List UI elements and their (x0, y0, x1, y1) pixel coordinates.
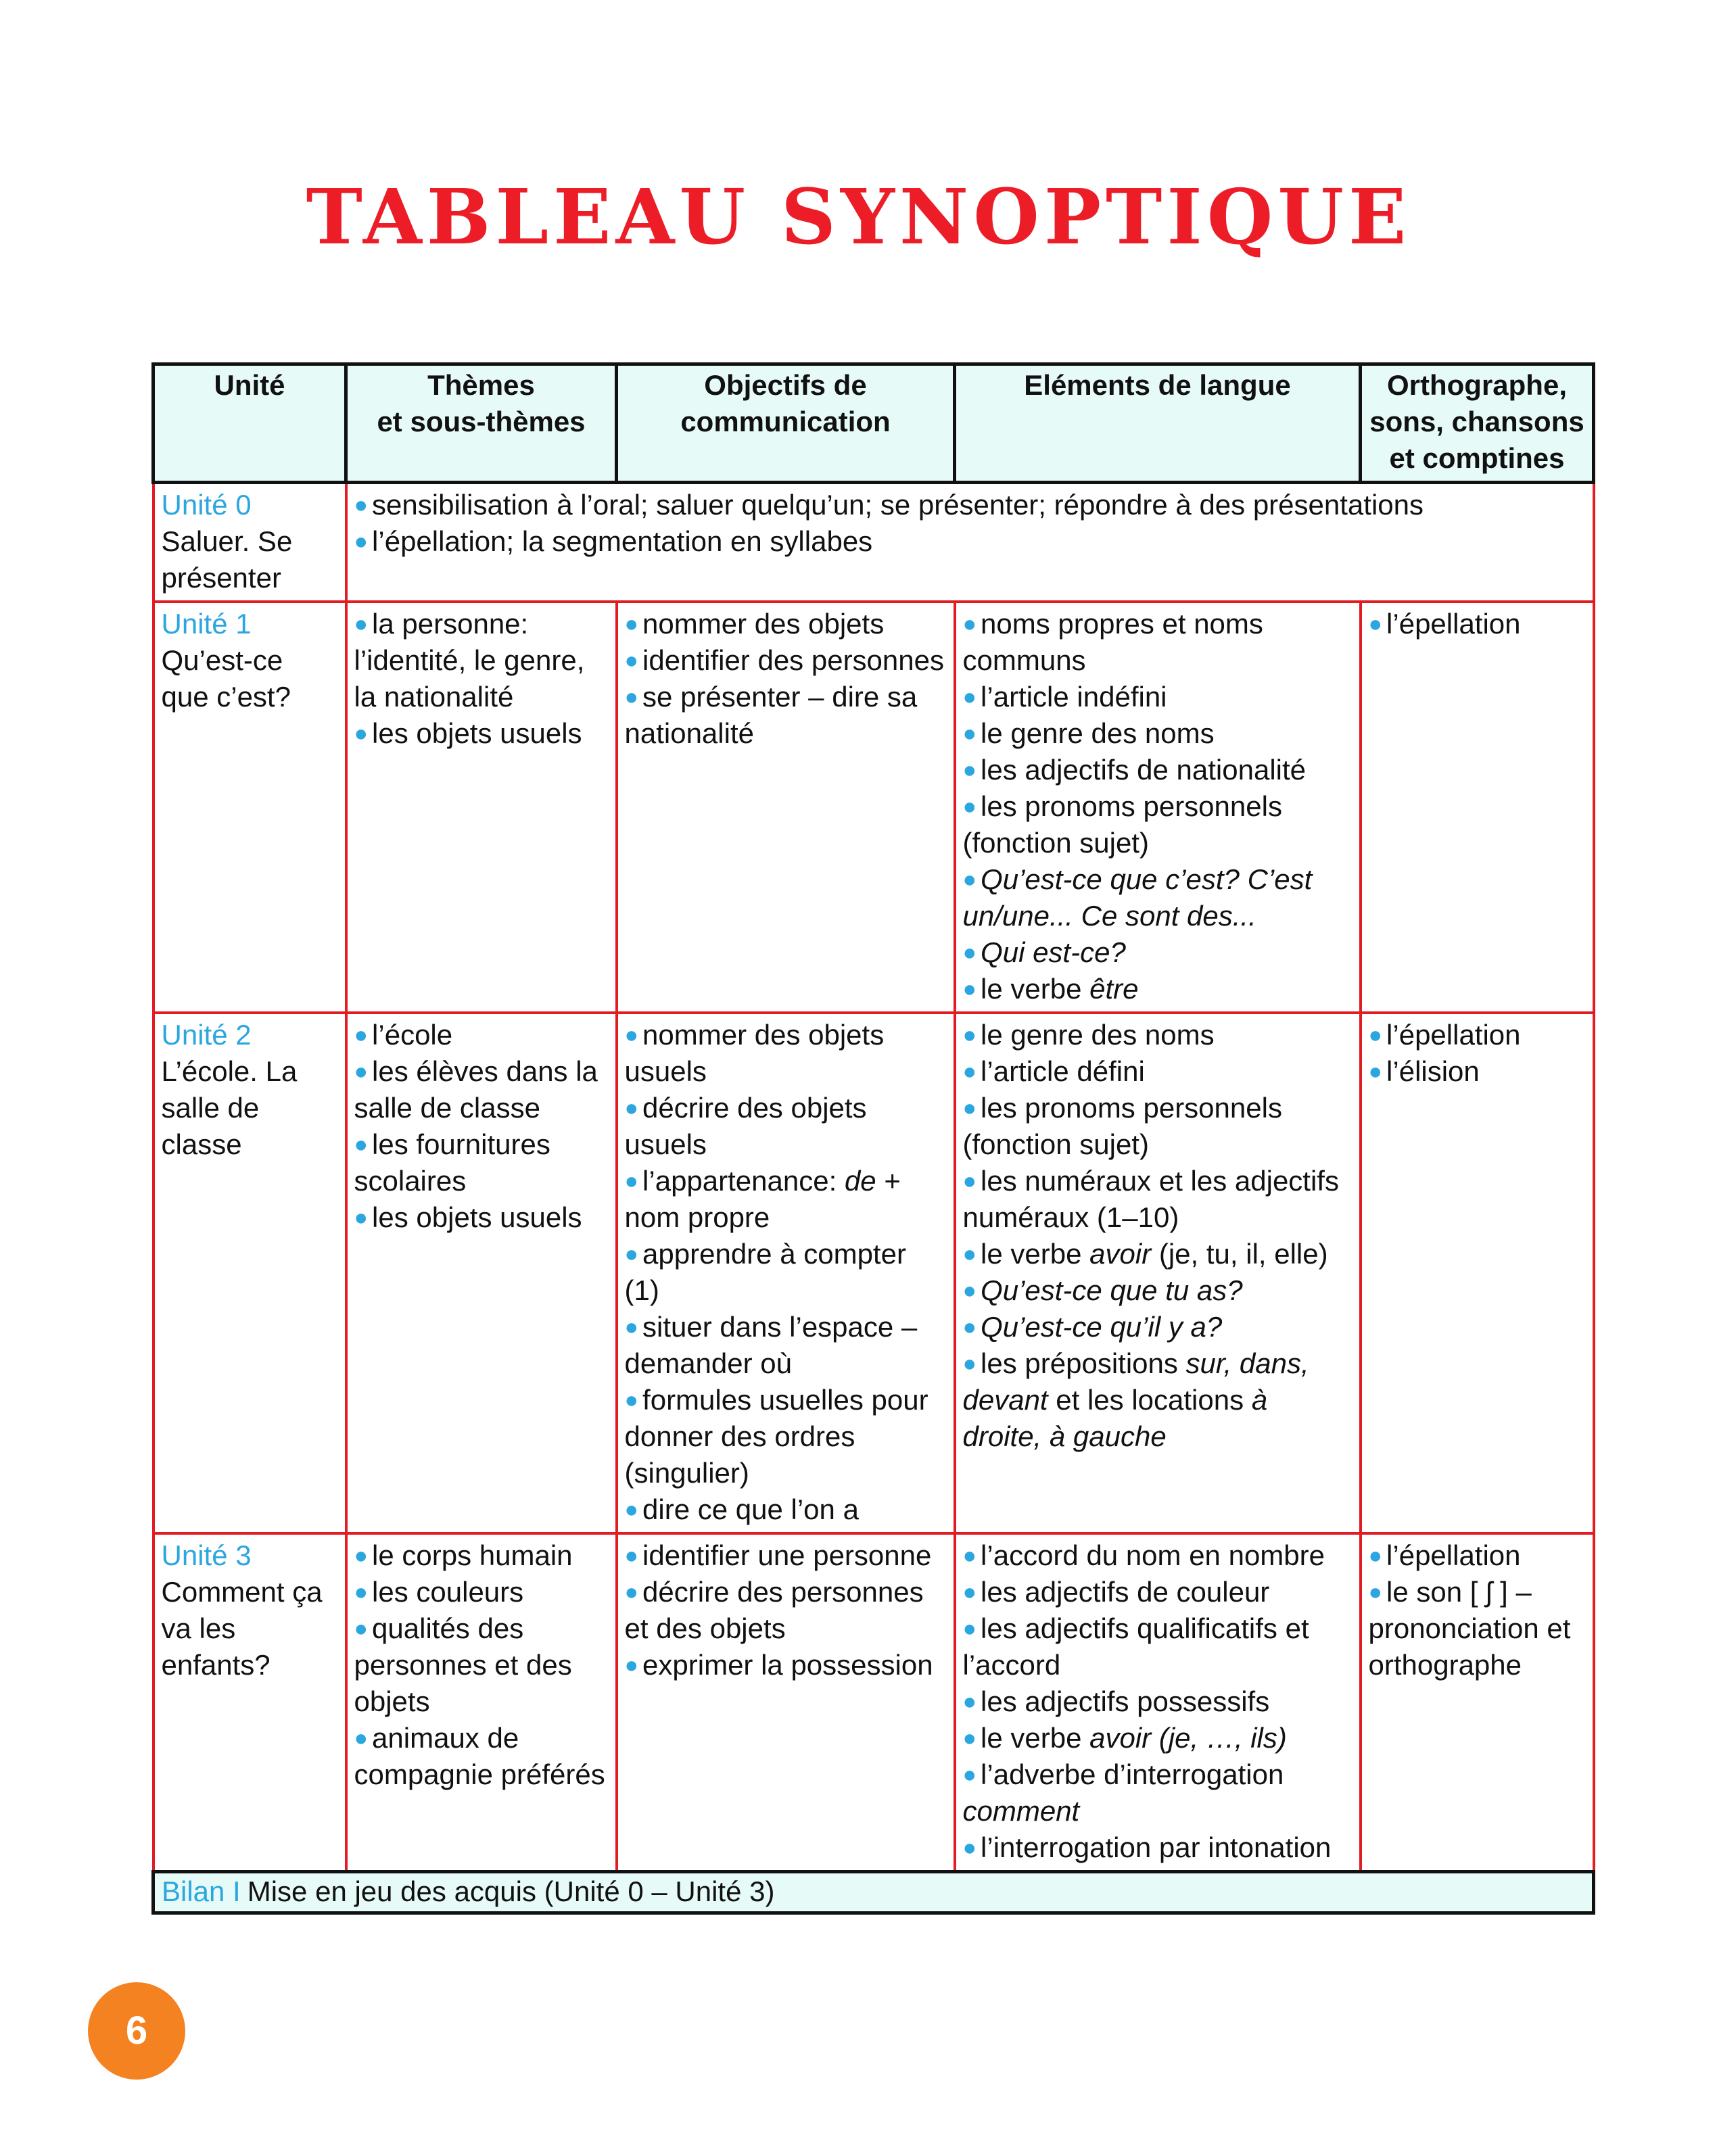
header-row (154, 364, 1594, 483)
objectifs-cell (617, 1533, 955, 1872)
bullet-icon: ● (624, 1652, 639, 1678)
bullet-icon: ● (962, 684, 977, 710)
bullet-icon: ● (1368, 611, 1383, 637)
bullet-icon: ● (1368, 1543, 1383, 1568)
list-item: ● l’école (354, 1019, 453, 1051)
bullet-icon: ● (962, 1314, 977, 1340)
list-item: ● l’accord du nom en nombre (962, 1539, 1325, 1571)
list-item: ● les élèves dans la salle de classe (354, 1055, 598, 1124)
list-item: ● l’adverbe d’interrogation comment (962, 1758, 1284, 1827)
objectifs-cell (617, 1013, 955, 1533)
bullet-icon: ● (962, 757, 977, 783)
bullet-icon: ● (624, 1168, 639, 1194)
header-unite: Unité (154, 364, 346, 483)
list-item: ● Qu’est-ce que c’est? C’est un/une... Ce sont des... (962, 863, 1313, 932)
list-item: ● les adjectifs possessifs (962, 1685, 1270, 1717)
bullet-icon: ● (962, 940, 977, 965)
elements-cell (955, 602, 1361, 1013)
table-row-unite-0 (154, 483, 1594, 602)
bullet-icon: ● (1368, 1579, 1383, 1605)
list-item: ● le verbe avoir (je, …, ils) (962, 1722, 1287, 1754)
bullet-icon: ● (354, 1022, 369, 1048)
list-item: ● l’interrogation par intonation (962, 1831, 1332, 1863)
list-item: ● les prépositions sur, dans, devant et les locations à droite, à gauche (962, 1347, 1309, 1452)
page-title: TABLEAU SYNOPTIQUE (306, 173, 1411, 262)
list-item: ● animaux de compagnie préférés (354, 1722, 605, 1790)
bullet-icon: ● (624, 1387, 639, 1413)
bullet-icon: ● (354, 1205, 369, 1230)
bullet-icon: ● (354, 1725, 369, 1751)
header-elements: Eléments de langue (955, 364, 1361, 483)
bullet-icon: ● (962, 721, 977, 746)
bullet-icon: ● (962, 976, 977, 1002)
list-item: ● les pronoms personnels (fonction sujet) (962, 1092, 1282, 1160)
list-item: ● sensibilisation à l’oral; saluer quelqu’un; se présenter; répondre à des présentations (354, 489, 1424, 521)
page-number-badge: 6 (88, 1982, 185, 2080)
list-item: ● les pronoms personnels (fonction sujet) (962, 790, 1282, 859)
bullet-icon: ● (962, 1689, 977, 1715)
list-item: ● l’article défini (962, 1055, 1145, 1087)
themes-cell (346, 602, 617, 1013)
list-item: ● Qui est-ce? (962, 936, 1126, 968)
bullet-icon: ● (354, 1616, 369, 1642)
list-item: ● situer dans l’espace – demander où (624, 1311, 918, 1379)
bullet-icon: ● (354, 611, 369, 637)
list-item: ● les adjectifs qualificatifs et l’accord (962, 1612, 1309, 1681)
bullet-icon: ● (962, 867, 977, 892)
bilan-label: Bilan I (162, 1875, 241, 1907)
list-item: ● le genre des noms (962, 1019, 1215, 1051)
bullet-icon: ● (1368, 1059, 1383, 1084)
list-item: ● les adjectifs de nationalité (962, 754, 1307, 786)
list-item: ● l’épellation; la segmentation en syllabes (354, 525, 873, 557)
bullet-icon: ● (962, 1168, 977, 1194)
bullet-icon: ● (962, 1835, 977, 1861)
orthographe-cell (1361, 1533, 1594, 1872)
bullet-icon: ● (962, 1351, 977, 1376)
unite-0-content (346, 483, 1594, 602)
list-item: ● les objets usuels (354, 717, 582, 749)
bullet-icon: ● (354, 721, 369, 746)
bullet-icon: ● (354, 1543, 369, 1568)
list-item: ● nommer des objets (624, 608, 885, 640)
unit-label: Unité 3 (161, 1539, 252, 1571)
bullet-icon: ● (962, 1543, 977, 1568)
list-item: ● apprendre à compter (1) (624, 1238, 906, 1306)
bullet-icon: ● (962, 1059, 977, 1084)
list-item: ● décrire des personnes et des objets (624, 1576, 924, 1644)
list-item: ● l’épellation (1368, 1539, 1521, 1571)
list-item: ● identifier une personne (624, 1539, 932, 1571)
list-item: ● l’article indéfini (962, 681, 1167, 713)
unit-name: L’école. La salle de classe (161, 1055, 298, 1160)
synoptic-table (151, 362, 1595, 1915)
list-item: ● le genre des noms (962, 717, 1215, 749)
list-item: ● se présenter – dire sa nationalité (624, 681, 918, 749)
list-item: ● Qu’est-ce qu’il y a? (962, 1311, 1223, 1343)
list-item: ● noms propres et noms communs (962, 608, 1263, 676)
elements-cell (955, 1533, 1361, 1872)
table-row-unite-3 (154, 1533, 1594, 1872)
header-orthographe: Orthographe, sons, chansons et comptines (1361, 364, 1594, 483)
bullet-icon: ● (962, 1241, 977, 1267)
bullet-icon: ● (624, 611, 639, 637)
elements-cell (955, 1013, 1361, 1533)
themes-cell (346, 1533, 617, 1872)
header-themes: Thèmes et sous-thèmes (346, 364, 617, 483)
list-item: ● l’élision (1368, 1055, 1480, 1087)
bullet-icon: ● (624, 1579, 639, 1605)
list-item: ● les couleurs (354, 1576, 524, 1608)
list-item: ● dire ce que l’on a (624, 1493, 859, 1525)
themes-cell (346, 1013, 617, 1533)
list-item: ● les objets usuels (354, 1201, 582, 1233)
bullet-icon: ● (624, 1497, 639, 1523)
bullet-icon: ● (962, 1762, 977, 1788)
unit-name: Comment ça va les enfants? (161, 1576, 323, 1681)
list-item: ● l’appartenance: de + nom propre (624, 1165, 901, 1233)
unit-cell (154, 1533, 346, 1872)
bullet-icon: ● (354, 529, 369, 554)
bullet-icon: ● (962, 794, 977, 819)
bullet-icon: ● (962, 1095, 977, 1121)
bilan-text: Mise en jeu des acquis (Unité 0 – Unité 3) (247, 1875, 775, 1907)
table-row-unite-2 (154, 1013, 1594, 1533)
unit-name: Qu’est-ce que c’est? (161, 644, 291, 713)
bullet-icon: ● (624, 684, 639, 710)
bilan-cell (154, 1872, 1594, 1913)
list-item: ● exprimer la possession (624, 1649, 933, 1681)
list-item: ● décrire des objets usuels (624, 1092, 867, 1160)
bullet-icon: ● (624, 648, 639, 673)
list-item: ● l’épellation (1368, 1019, 1521, 1051)
bullet-icon: ● (962, 1725, 977, 1751)
list-item: ● nommer des objets usuels (624, 1019, 885, 1087)
bullet-icon: ● (354, 1059, 369, 1084)
bullet-icon: ● (354, 492, 369, 518)
unit-label: Unité 1 (161, 608, 252, 640)
table-row-unite-1 (154, 602, 1594, 1013)
list-item: ● le verbe avoir (je, tu, il, elle) (962, 1238, 1328, 1270)
orthographe-cell (1361, 1013, 1594, 1533)
list-item: ● l’épellation (1368, 608, 1521, 640)
list-item: ● la personne: l’identité, le genre, la nationalité (354, 608, 585, 713)
list-item: ● les numéraux et les adjectifs numéraux (1–10) (962, 1165, 1339, 1233)
bullet-icon: ● (624, 1241, 639, 1267)
unit-cell (154, 483, 346, 602)
bullet-icon: ● (962, 1616, 977, 1642)
bullet-icon: ● (962, 1278, 977, 1303)
bullet-icon: ● (624, 1022, 639, 1048)
list-item: ● les adjectifs de couleur (962, 1576, 1270, 1608)
unit-name: Saluer. Se présenter (161, 525, 293, 594)
list-item: ● le corps humain (354, 1539, 573, 1571)
unit-cell (154, 1013, 346, 1533)
bullet-icon: ● (354, 1132, 369, 1157)
list-item: ● le verbe être (962, 973, 1139, 1005)
list-item: ● Qu’est-ce que tu as? (962, 1274, 1243, 1306)
bullet-icon: ● (1368, 1022, 1383, 1048)
list-item: ● les fournitures scolaires (354, 1128, 550, 1197)
bullet-icon: ● (962, 1579, 977, 1605)
objectifs-cell (617, 602, 955, 1013)
list-item: ● identifier des personnes (624, 644, 944, 676)
list-item: ● formules usuelles pour donner des ordres (singulier) (624, 1384, 928, 1489)
list-item: ● le son [ ʃ ] – prononciation et orthographe (1368, 1576, 1571, 1681)
bullet-icon: ● (624, 1543, 639, 1568)
orthographe-cell (1361, 602, 1594, 1013)
bullet-icon: ● (624, 1314, 639, 1340)
bullet-icon: ● (962, 1022, 977, 1048)
bullet-icon: ● (624, 1095, 639, 1121)
unit-label: Unité 0 (161, 489, 252, 521)
unit-label: Unité 2 (161, 1019, 252, 1051)
bullet-icon: ● (962, 611, 977, 637)
table-row-bilan (154, 1872, 1594, 1913)
header-objectifs: Objectifs de communication (617, 364, 955, 483)
unit-cell (154, 602, 346, 1013)
list-item: ● qualités des personnes et des objets (354, 1612, 572, 1717)
bullet-icon: ● (354, 1579, 369, 1605)
